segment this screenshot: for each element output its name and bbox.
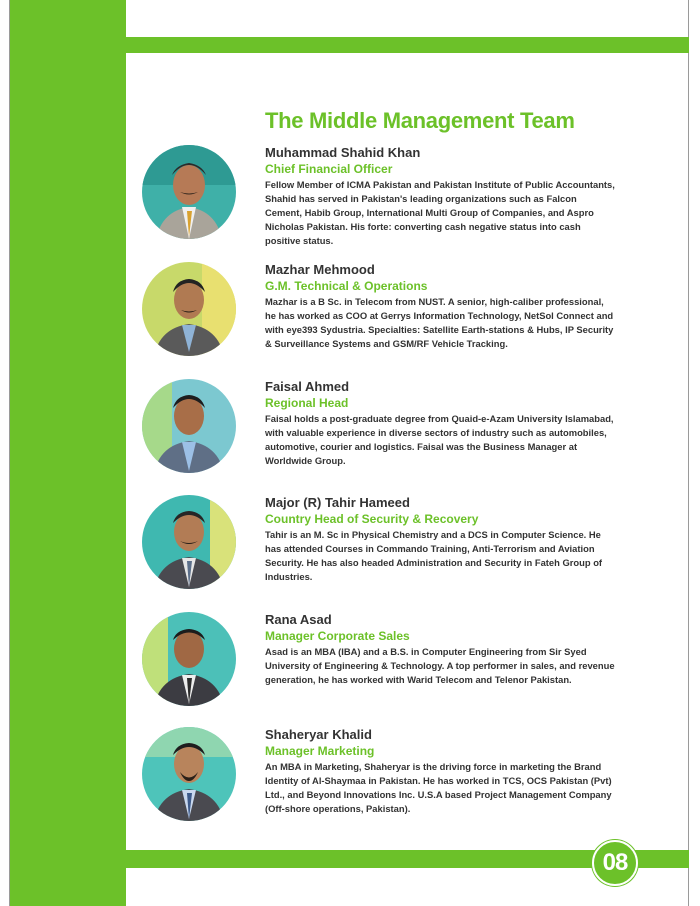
- member-bio: Asad is an MBA (IBA) and a B.S. in Computer Engineering from Sir Syed University of Engineering & Technology. A top performer in sales, and revenue generation, he has worked with Warid Telecom and Telenor Pakistan.: [265, 646, 615, 685]
- left-green-sidebar: [10, 0, 126, 906]
- member-role: Country Head of Security & Recovery: [265, 512, 479, 526]
- member-bio: Mazhar is a B Sc. in Telecom from NUST. A senior, high-caliber professional, he has worked as COO at Gerrys Information Technology, NetSol Connect and with eye393 Sydustria. Specialties: Satellite Earth-stations & Hubs, IP Security & Surveillance Systems and GSM/RF Vehicle Tracking.: [265, 296, 614, 349]
- member-role: Regional Head: [265, 396, 349, 410]
- member-name: Muhammad Shahid Khan: [265, 145, 421, 160]
- member-name: Faisal Ahmed: [265, 379, 350, 394]
- member-name: Rana Asad: [265, 612, 332, 627]
- member-role: G.M. Technical & Operations: [265, 279, 428, 293]
- team-member-card: [142, 495, 622, 595]
- member-name: Mazhar Mehmood: [265, 262, 375, 277]
- member-bio: Tahir is an M. Sc in Physical Chemistry and a DCS in Computer Science. He has attended Courses in Commando Training, Anti-Terrorism and Aviation Security. He has also headed Administration and Security in Fateh Group of Industries.: [265, 529, 603, 582]
- team-member-card: [142, 612, 622, 712]
- portrait-photo: [142, 612, 236, 706]
- member-name: Major (R) Tahir Hameed: [265, 495, 410, 510]
- team-member-card: [142, 145, 622, 245]
- member-bio: Faisal holds a post-graduate degree from Quaid-e-Azam University Islamabad, with valuable experience in diverse sectors of industry such as automobiles, automotive, courier and logistics. Faisal was the Business Manager at Worldwide Group.: [265, 413, 614, 466]
- page-number-badge: 08: [592, 840, 638, 886]
- member-bio: An MBA in Marketing, Shaheryar is the driving force in marketing the Brand Identity of Al-Shaymaa in Pakistan. He has worked in TCS, OCS Pakistan (Pvt) Ltd., and Beyond Innovations Inc. U.S.A based Project Management Company (Off-shore operations, Pakistan).: [265, 761, 612, 814]
- page-title: The Middle Management Team: [265, 108, 575, 133]
- bottom-green-band: [10, 850, 689, 868]
- member-role: Manager Marketing: [265, 744, 375, 758]
- portrait-photo: [142, 727, 236, 821]
- portrait-photo: [142, 495, 236, 589]
- top-green-band: [10, 37, 689, 53]
- team-member-card: [142, 262, 622, 362]
- member-role: Manager Corporate Sales: [265, 629, 410, 643]
- member-name: Shaheryar Khalid: [265, 727, 372, 742]
- team-member-card: [142, 727, 622, 827]
- portrait-photo: [142, 262, 236, 356]
- member-role: Chief Financial Officer: [265, 162, 393, 176]
- portrait-photo: [142, 379, 236, 473]
- team-member-card: [142, 379, 622, 479]
- portrait-photo: [142, 145, 236, 239]
- member-bio: Fellow Member of ICMA Pakistan and Pakistan Institute of Public Accountants, Shahid has served in Pakistan's leading organizations such as Falcon Cement, Habib Group, International Multi Group of Companies, and Aspro Nicholas Pakistan. His forte: converting cash negative status into cash positive status.: [265, 179, 615, 246]
